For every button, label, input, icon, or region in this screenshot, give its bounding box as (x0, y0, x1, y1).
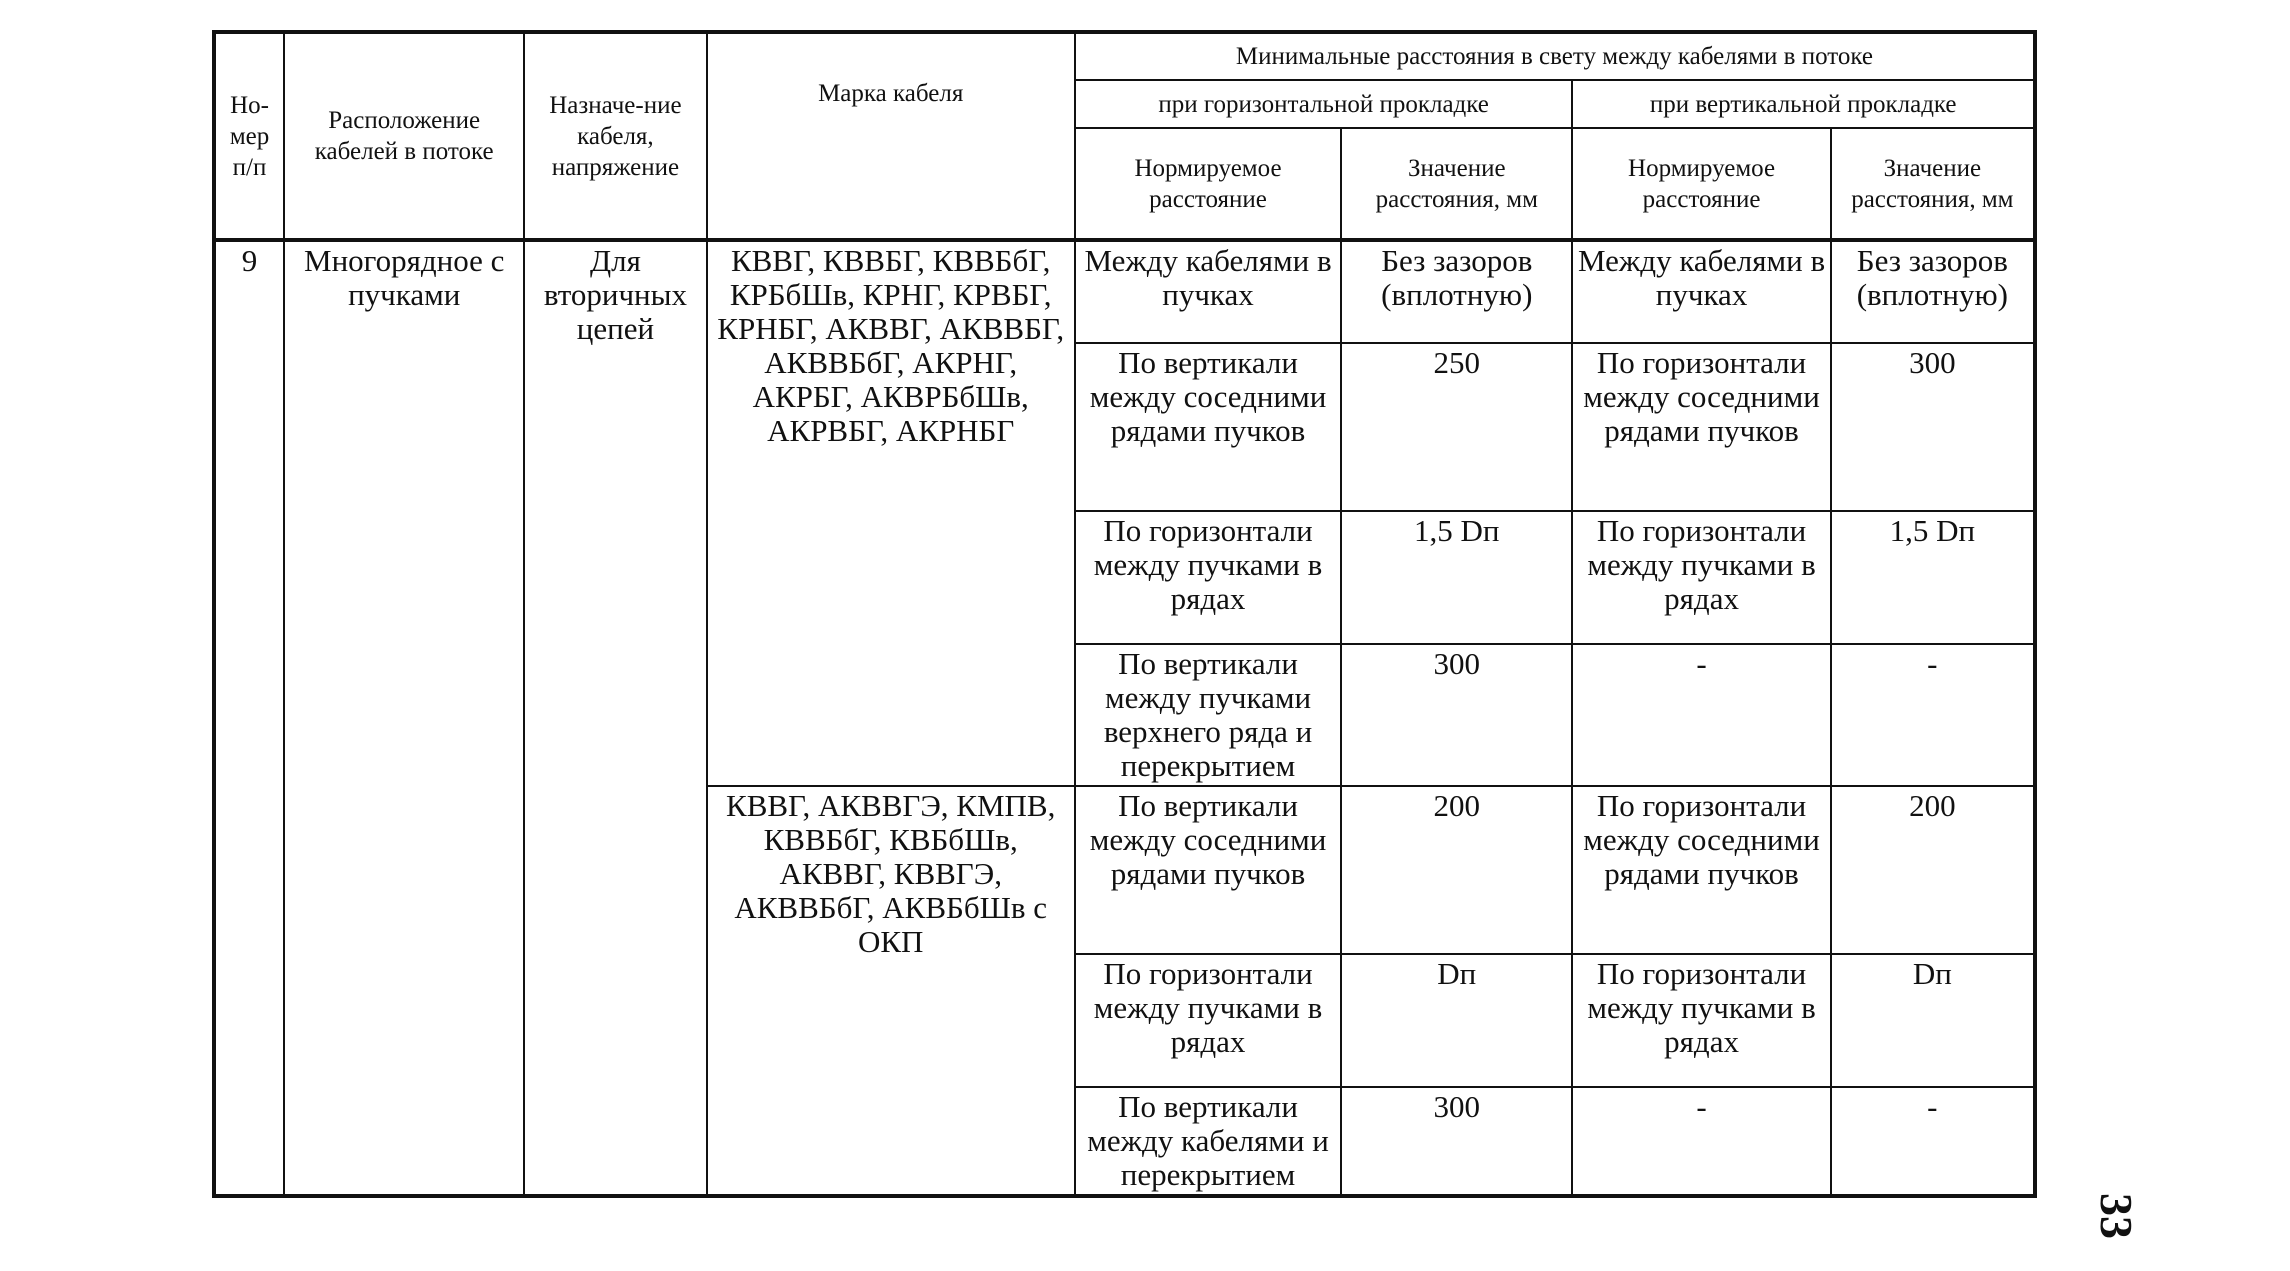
value-vertical-cell: - (1831, 644, 2035, 786)
header-vertical: при вертикальной прокладке (1572, 80, 2035, 128)
value-vertical-cell: 200 (1831, 786, 2035, 954)
header-number: Но-мер п/п (214, 32, 284, 240)
norm-horizontal-cell: По горизонтали между пучками в рядах (1075, 511, 1341, 644)
value-horizontal-cell: Dп (1341, 954, 1572, 1087)
norm-vertical-cell: - (1572, 644, 1830, 786)
norm-horizontal-cell: Между кабелями в пучках (1075, 240, 1341, 343)
header-location: Расположение кабелей в потоке (284, 32, 524, 240)
header-value-vertical: Значение расстояния, мм (1831, 128, 2035, 240)
page-number: 33 (2091, 1193, 2142, 1239)
value-horizontal-cell: 1,5 Dп (1341, 511, 1572, 644)
row-location: Многорядное с пучками (284, 240, 524, 1196)
header-purpose: Назначе-ние кабеля, напряжение (524, 32, 706, 240)
norm-horizontal-cell: По вертикали между соседними рядами пучков (1075, 786, 1341, 954)
value-horizontal-cell: 300 (1341, 1087, 1572, 1196)
norm-vertical-cell: - (1572, 1087, 1830, 1196)
norm-vertical-cell: По горизонтали между соседними рядами пучков (1572, 343, 1830, 511)
value-vertical-cell: 1,5 Dп (1831, 511, 2035, 644)
norm-horizontal-cell: По вертикали между кабелями и перекрытием (1075, 1087, 1341, 1196)
norm-horizontal-cell: По вертикали между соседними рядами пучков (1075, 343, 1341, 511)
norm-vertical-cell: По горизонтали между пучками в рядах (1572, 511, 1830, 644)
cable-spacing-table (212, 30, 2037, 1198)
value-vertical-cell: Без зазоров (вплотную) (1831, 240, 2035, 343)
header-min-distances: Минимальные расстояния в свету между кабелями в потоке (1075, 32, 2035, 80)
header-norm-vertical: Нормируемое расстояние (1572, 128, 1830, 240)
norm-vertical-cell: По горизонтали между соседними рядами пучков (1572, 786, 1830, 954)
row-purpose: Для вторичных цепей (524, 240, 706, 1196)
header-brand: Марка кабеля (707, 32, 1075, 240)
norm-vertical-cell: По горизонтали между пучками в рядах (1572, 954, 1830, 1087)
norm-vertical-cell: Между кабелями в пучках (1572, 240, 1830, 343)
header-norm-horizontal: Нормируемое расстояние (1075, 128, 1341, 240)
row-number: 9 (214, 240, 284, 1196)
norm-horizontal-cell: По вертикали между пучками верхнего ряда и перекрытием (1075, 644, 1341, 786)
value-horizontal-cell: 200 (1341, 786, 1572, 954)
value-horizontal-cell: 250 (1341, 343, 1572, 511)
value-horizontal-cell: Без зазоров (вплотную) (1341, 240, 1572, 343)
value-horizontal-cell: 300 (1341, 644, 1572, 786)
value-vertical-cell: - (1831, 1087, 2035, 1196)
header-horizontal: при горизонтальной прокладке (1075, 80, 1573, 128)
brand-group-1: КВВГ, КВВБГ, КВВБбГ, КРБбШв, КРНГ, КРВБГ, КРНБГ, АКВВГ, АКВВБГ, АКВВБбГ, АКРНГ, АКРБГ, АКВРБбШв, АКРВБГ, АКРНБГ (707, 240, 1075, 786)
norm-horizontal-cell: По горизонтали между пучками в рядах (1075, 954, 1341, 1087)
value-vertical-cell: Dп (1831, 954, 2035, 1087)
value-vertical-cell: 300 (1831, 343, 2035, 511)
brand-group-2: КВВГ, АКВВГЭ, КМПВ, КВВБбГ, КВБбШв, АКВВГ, КВВГЭ, АКВВБбГ, АКВБбШв с ОКП (707, 786, 1075, 1196)
header-value-horizontal: Значение расстояния, мм (1341, 128, 1572, 240)
